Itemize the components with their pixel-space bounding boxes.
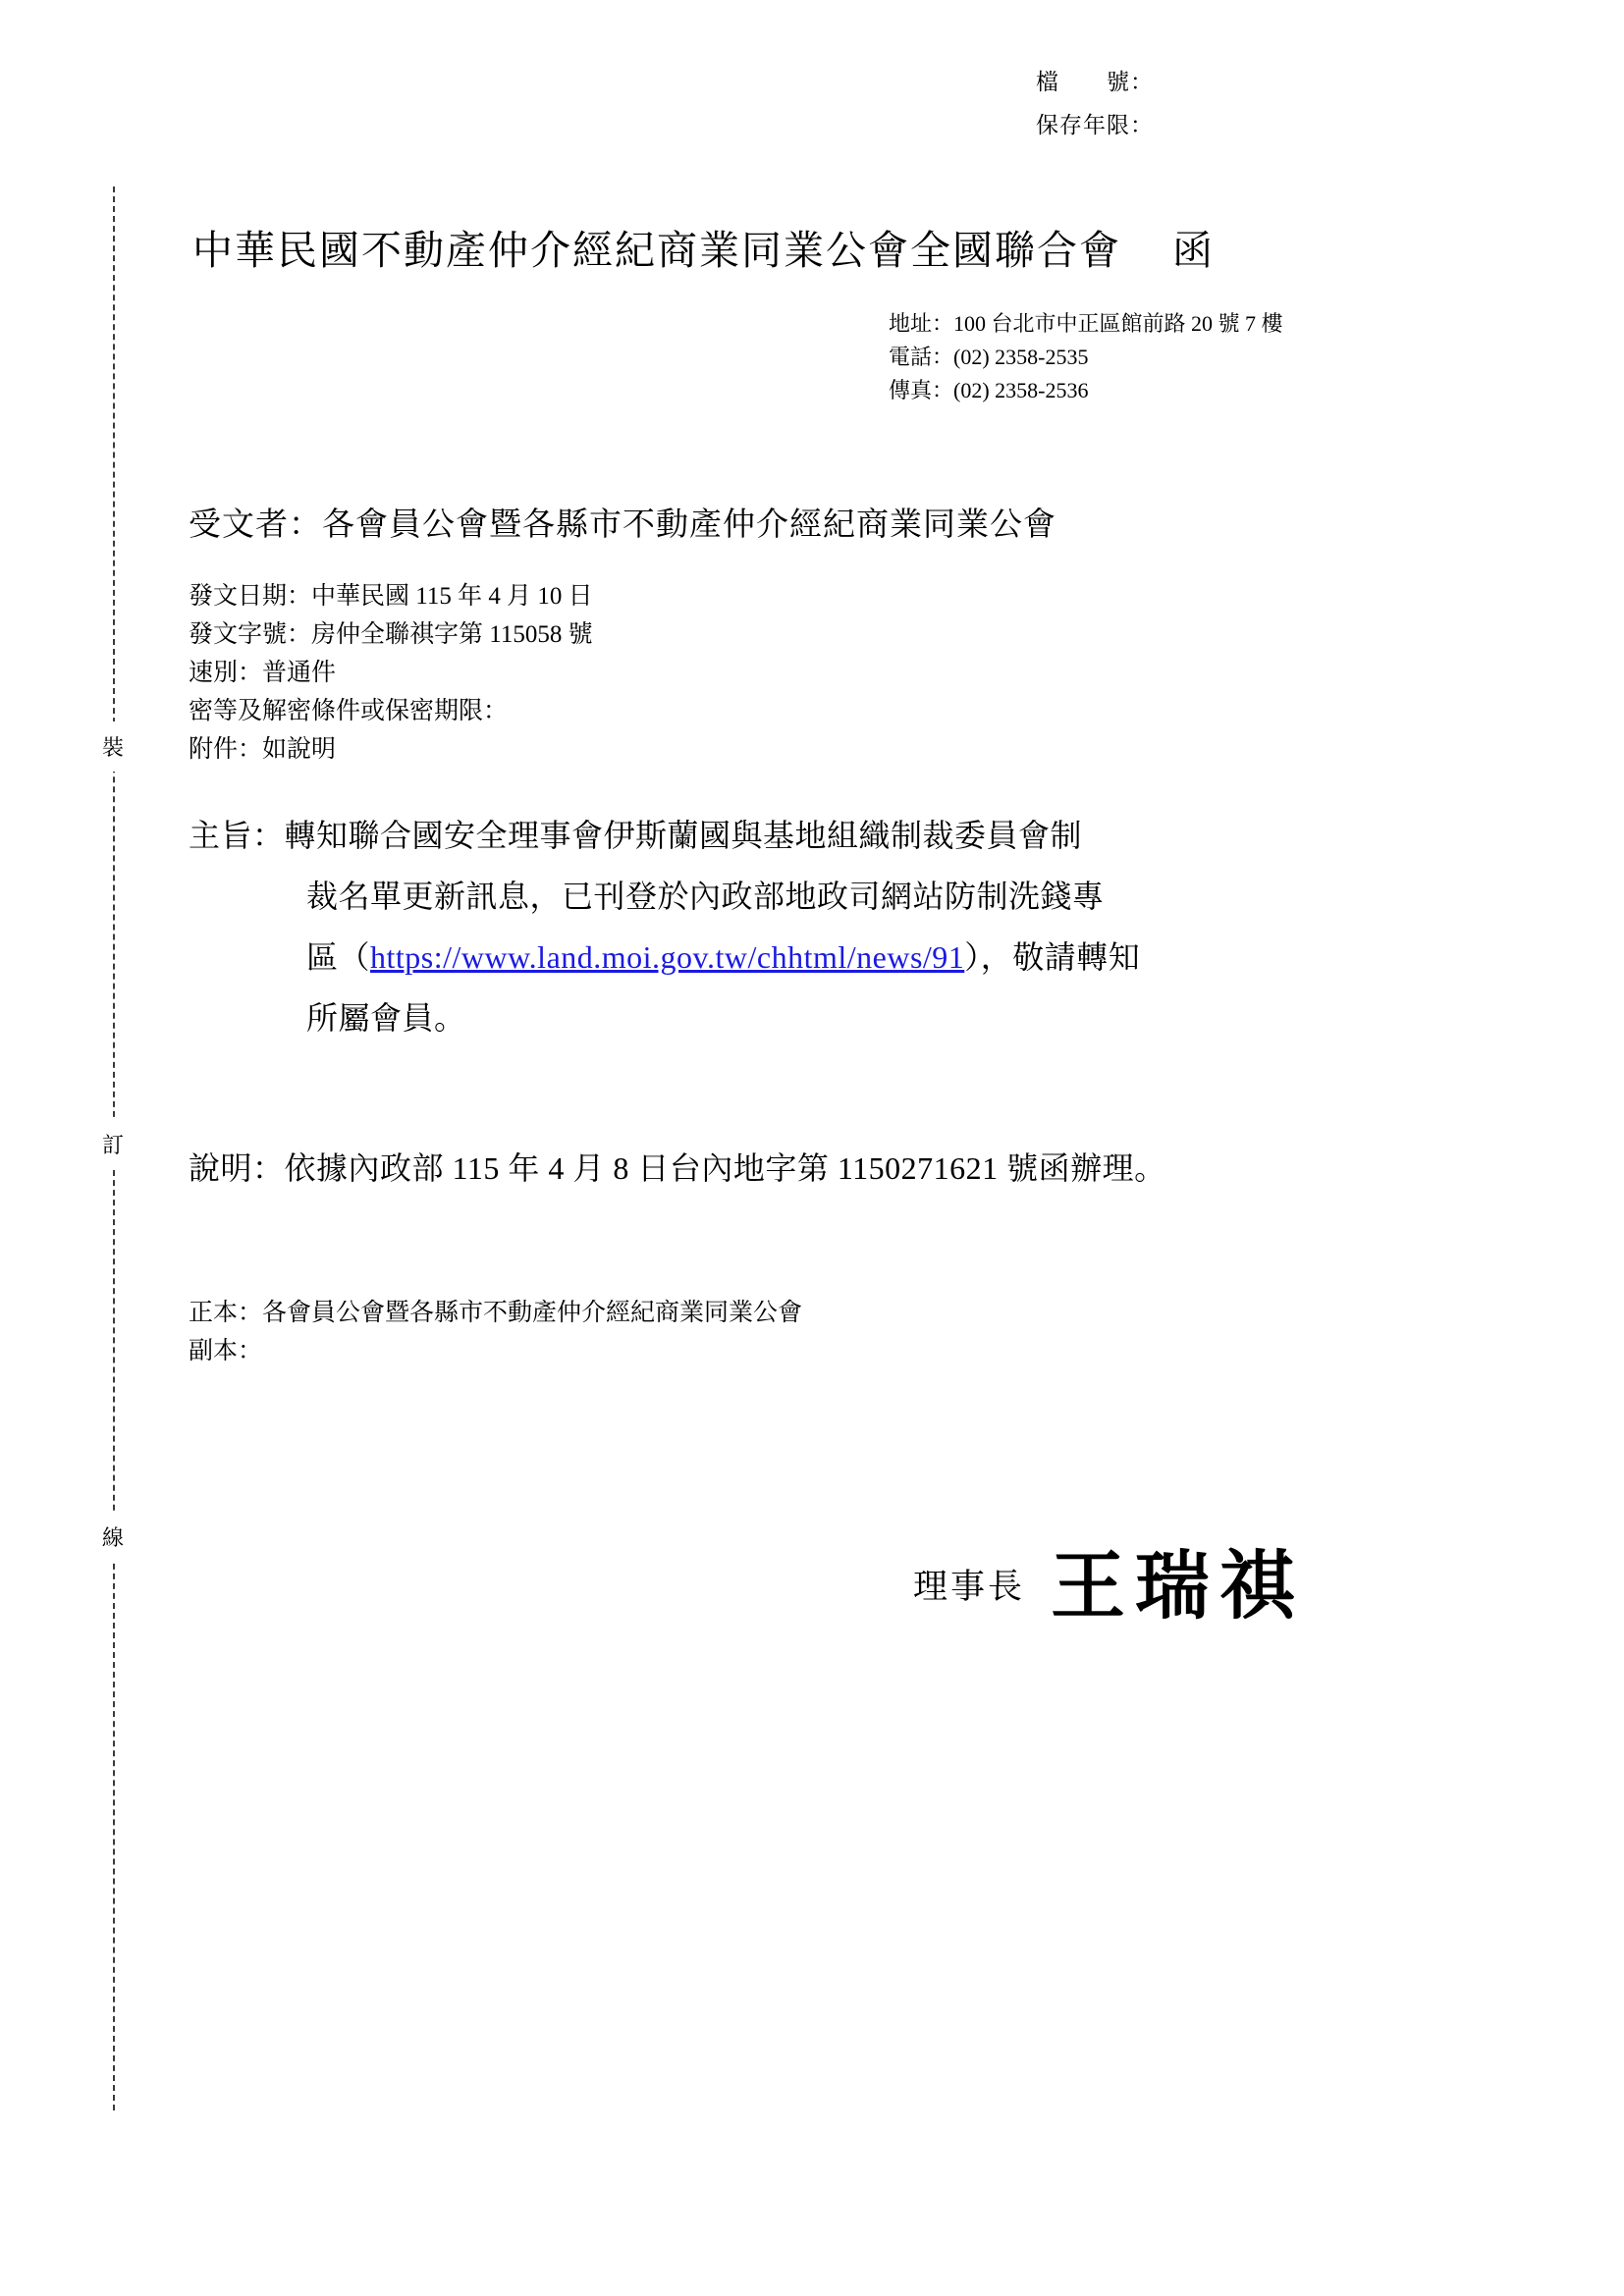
explanation-text: 依據內政部 115 年 4 月 8 日台內地字第 1150271621 號函辦理。 (284, 1150, 1166, 1186)
contact-address: 地址：100 台北市中正區館前路 20 號 7 樓 (889, 311, 1283, 336)
contact-fax: 傳真：(02) 2358-2536 (889, 378, 1089, 402)
subject-line-1 (189, 805, 1465, 866)
subject-line-3 (189, 927, 1465, 988)
recipient-line (189, 499, 1056, 545)
retention-period-label: 保存年限： (1036, 113, 1154, 137)
signer-name: 王瑞祺 (1051, 1542, 1305, 1629)
contact-block (889, 307, 1283, 407)
document-number: 發文字號：房仲全聯祺字第 115058 號 (189, 621, 593, 648)
document-kind: 函 (1172, 228, 1215, 273)
classification-level: 密等及解密條件或保密期限： (189, 698, 509, 724)
subject-line-4: 所屬會員。 (306, 1000, 466, 1036)
subject-label: 主旨： (189, 818, 285, 853)
subject-line-2: 裁名單更新訊息，已刊登於內政部地政司網站防制洗錢專 (306, 879, 1105, 914)
issue-date: 發文日期：中華民國 115 年 4 月 10 日 (189, 583, 593, 610)
recipient-label: 受文者： (189, 507, 322, 543)
original-recipients: 正本：各會員公會暨各縣市不動產仲介經紀商業同業公會 (189, 1300, 803, 1326)
document-meta (189, 577, 593, 769)
fold-mark-line: 線 (93, 1512, 133, 1562)
subject-text-3-prefix: 區（ (306, 939, 371, 975)
contact-phone: 電話：(02) 2358-2535 (889, 345, 1089, 369)
moi-news-link[interactable]: https://www.land.moi.gov.tw/chhtml/news/91 (370, 939, 965, 975)
fold-mark-staple: 訂 (93, 1119, 133, 1169)
signer-role: 理事長 (913, 1568, 1026, 1606)
document-title (192, 218, 1479, 276)
subject-text-1: 轉知聯合國安全理事會伊斯蘭國與基地組織制裁委員會制 (284, 818, 1083, 853)
speed-level: 速別：普通件 (189, 660, 337, 686)
issuing-organization: 中華民國不動產仲介經紀商業同業公會全國聯合會 (192, 228, 1121, 273)
file-number-block (1036, 61, 1154, 147)
duplicate-recipients: 副本： (189, 1338, 263, 1364)
explanation-label: 說明： (189, 1150, 285, 1186)
explanation-section (189, 1144, 1166, 1189)
fold-mark-binding: 裝 (93, 721, 133, 772)
archive-number-label: 檔 號： (1036, 70, 1154, 94)
attachment-note: 附件：如說明 (189, 736, 337, 763)
distribution-section (189, 1294, 802, 1370)
subject-section (189, 805, 1465, 1048)
recipient-value: 各會員公會暨各縣市不動產仲介經紀商業同業公會 (322, 507, 1056, 543)
subject-text-3-suffix: ），敬請轉知 (964, 939, 1141, 975)
signature-block (913, 1526, 1304, 1633)
